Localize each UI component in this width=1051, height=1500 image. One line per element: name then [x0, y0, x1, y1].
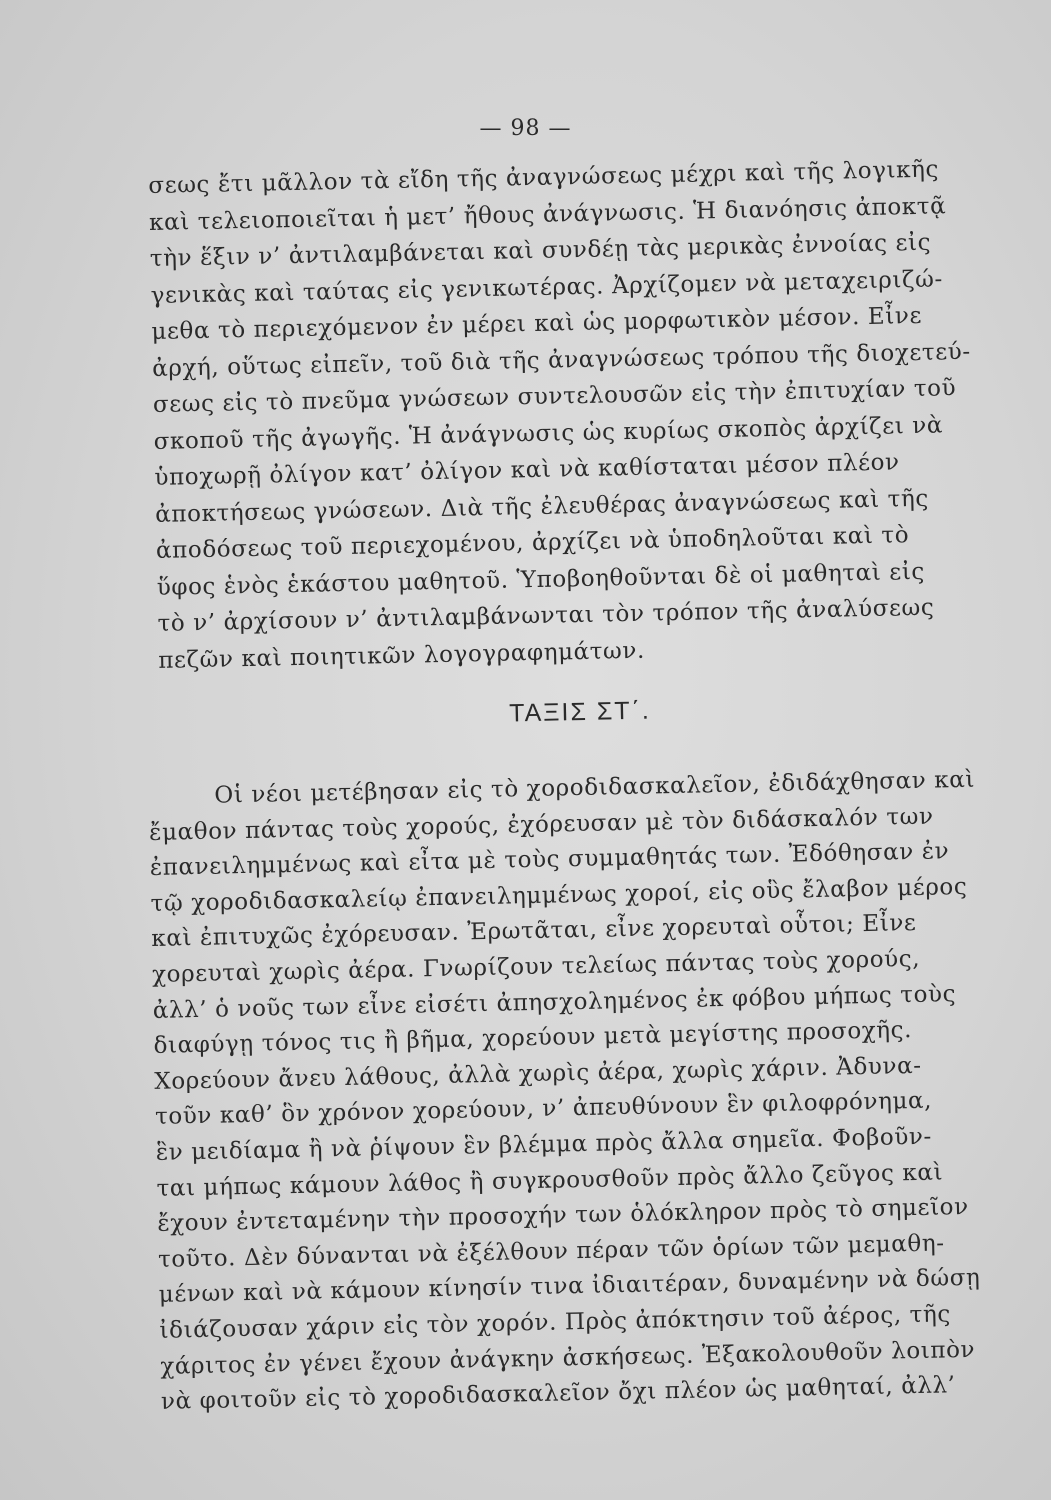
paragraph-dance-school [148, 762, 1011, 1420]
text-line: χορευταὶ χωρὶς ἀέρα. Γνωρίζουν τελείως πάντας τοὺς χορούς, [151, 945, 921, 988]
text-line: καὶ τελειοποιεῖται ἡ μετ’ ἤθους ἀνάγνωσις. Ἡ διανόησις ἀποκτᾷ [148, 192, 947, 236]
text-line: τὴν ἕξιν ν’ ἀντιλαμβάνεται καὶ συνδέῃ τὰς μερικὰς ἐννοίας εἰς [149, 229, 932, 272]
text-line: ἓν μειδίαμα ἢ νὰ ῥίψουν ἓν βλέμμα πρὸς ἄλλα σημεῖα. Φοβοῦν- [155, 1123, 933, 1166]
text-line: ἰδιάζουσαν χάριν εἰς τὸν χορόν. Πρὸς ἀπόκτησιν τοῦ ἀέρος, τῆς [159, 1301, 952, 1344]
text-line: καὶ ἐπιτυχῶς ἐχόρευσαν. Ἐρωτᾶται, εἶνε χορευταὶ οὗτοι; Εἶνε [151, 910, 917, 953]
text-line: γενικὰς καὶ ταύτας εἰς γενικωτέρας. Ἀρχίζομεν νὰ μεταχειριζώ- [150, 265, 944, 309]
text-line: χάριτος ἐν γένει ἔχουν ἀνάγκην ἀσκήσεως. Ἐξακολουθοῦν λοιπὸν [160, 1336, 976, 1380]
text-line: σεως εἰς τὸ πνεῦμα γνώσεων συντελουσῶν εἰς τὴν ἐπιτυχίαν τοῦ [152, 375, 957, 418]
text-line: ἀποδόσεως τοῦ περιεχομένου, ἀρχίζει νὰ ὑποδηλοῦται καὶ τὸ [155, 522, 910, 564]
section-heading: ΤΑΞΙΣ ΣΤ΄. [508, 696, 652, 728]
text-line: ἔχουν ἐντεταμένην τὴν προσοχήν των ὁλόκληρον πρὸς τὸ σημεῖον [157, 1194, 969, 1238]
text-line: ἔμαθον πάντας τοὺς χορούς, ἐχόρευσαν μὲ τὸν διδάσκαλόν των [148, 803, 934, 846]
paragraph-reading [148, 150, 1009, 679]
text-line: Χορεύουν ἄνευ λάθους, ἀλλὰ χωρὶς ἀέρα, χωρὶς χάριν. Ἀδυνα- [154, 1052, 922, 1095]
text-line: Οἱ νέοι μετέβησαν εἰς τὸ χοροδιδασκαλεῖον, ἐδιδάχθησαν καὶ [214, 766, 976, 809]
text-line: ται μήπως κάμουν λάθος ἢ συγκρουσθοῦν πρὸς ἄλλο ζεῦγος καὶ [156, 1158, 944, 1202]
text-line: σκοποῦ τῆς ἀγωγῆς. Ἡ ἀνάγνωσις ὡς κυρίως σκοπὸς ἀρχίζει νὰ [153, 411, 944, 455]
text-line: νὰ φοιτοῦν εἰς τὸ χοροδιδασκαλεῖον ὄχι πλέον ὡς μαθηταί, ἀλλ’ [160, 1372, 956, 1415]
text-line: ἀρχή, οὕτως εἰπεῖν, τοῦ διὰ τῆς ἀναγνώσεως τρόπου τῆς διοχετεύ- [151, 338, 971, 382]
text-line: ἀποκτήσεως γνώσεων. Διὰ τῆς ἐλευθέρας ἀναγνώσεως καὶ τῆς [154, 485, 930, 528]
text-line: πεζῶν καὶ ποιητικῶν λογογραφημάτων. [158, 637, 646, 674]
text-line: ἐπανειλημμένως καὶ εἶτα μὲ τοὺς συμμαθητάς των. Ἐδόθησαν ἐν [149, 838, 950, 882]
text-line: μένων καὶ νὰ κάμουν κίνησίν τινα ἰδιαιτέραν, δυναμένην νὰ δώσῃ [158, 1264, 981, 1309]
text-line: μεθα τὸ περιεχόμενον ἐν μέρει καὶ ὡς μορφωτικὸν μέσον. Εἶνε [151, 302, 923, 345]
text-line: τὸ ν’ ἀρχίσουν ν’ ἀντιλαμβάνωνται τὸν τρόπον τῆς ἀναλύσεως [157, 594, 935, 637]
page-number: — 98 — [479, 116, 572, 141]
text-line: ὕφος ἑνὸς ἑκάστου μαθητοῦ. Ὑποβοηθοῦνται δὲ οἱ μαθηταὶ εἰς [156, 558, 926, 601]
text-line: σεως ἔτι μᾶλλον τὰ εἴδη τῆς ἀναγνώσεως μέχρι καὶ τῆς λογικῆς [148, 156, 940, 199]
text-line: τοῦτο. Δὲν δύνανται νὰ ἐξέλθουν πέραν τῶν ὁρίων τῶν μεμαθη- [157, 1230, 945, 1273]
text-line: τοῦν καθ’ ὃν χρόνον χορεύουν, ν’ ἀπευθύνουν ἓν φιλοφρόνημα, [154, 1087, 933, 1131]
text-line: διαφύγῃ τόνος τις ἢ βῆμα, χορεύουν μετὰ μεγίστης προσοχῆς. [153, 1017, 913, 1060]
text-line: ὑποχωρῇ ὀλίγον κατ’ ὀλίγον καὶ νὰ καθίσταται μέσον πλέον [154, 449, 900, 491]
text-line: ἀλλ’ ὁ νοῦς των εἶνε εἰσέτι ἀπησχολημένος ἐκ φόβου μήπως τοὺς [152, 980, 957, 1024]
text-line: τῷ χοροδιδασκαλείῳ ἐπανειλημμένως χοροί, εἰς οὓς ἔλαβον μέρος [150, 873, 968, 917]
